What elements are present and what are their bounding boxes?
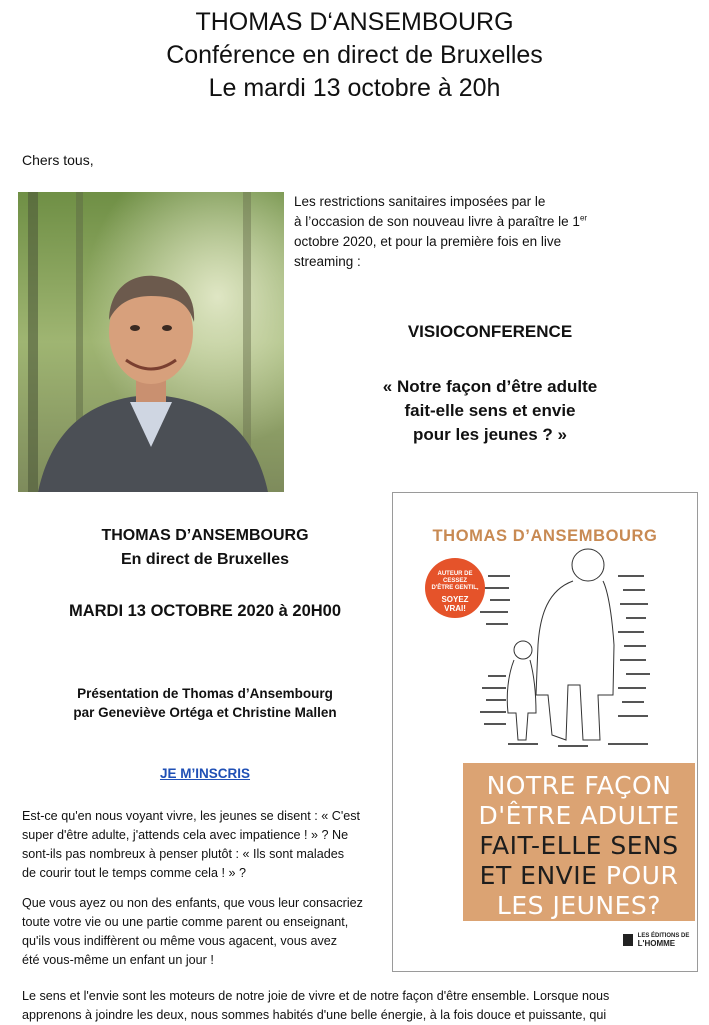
- intro-line-2: [294, 212, 684, 232]
- paragraph-2-line-4: été vous-même un enfant un jour !: [22, 953, 214, 967]
- badge-line-3: D'ÊTRE GENTIL,: [431, 585, 479, 591]
- cover-title: [463, 771, 695, 921]
- publisher-icon: [623, 934, 633, 946]
- presenters-line-2: par Geneviève Ortéga et Christine Mallen: [73, 705, 337, 720]
- cover-title-line-5: LES JEUNES?: [496, 891, 662, 920]
- conference-title-line-3: pour les jeunes ? »: [413, 425, 567, 444]
- paragraph-2: [22, 894, 394, 970]
- cover-title-line-2: D'ÊTRE ADULTE: [478, 801, 680, 830]
- intro-line-3: octobre 2020, et pour la première fois en live: [294, 234, 562, 249]
- paragraph-3: [22, 987, 697, 1025]
- paragraph-2-line-2: toute votre vie ou une partie comme parent ou enseignant,: [22, 915, 349, 929]
- paragraph-3-line-2: apprenons à joindre les deux, nous sommes habités d'une belle énergie, à la fois douce et puissante, qui: [22, 1008, 607, 1022]
- speaker-photo: [18, 192, 284, 492]
- page-header: [0, 6, 709, 105]
- paragraph-1-line-1: Est-ce qu'en nous voyant vivre, les jeunes se disent : « C'est: [22, 809, 361, 823]
- speaker-subtitle: En direct de Bruxelles: [120, 551, 290, 568]
- conference-title-line-1: « Notre façon d’être adulte: [382, 377, 598, 396]
- publisher-line-2: L'HOMME: [637, 939, 676, 948]
- author-badge: [425, 558, 485, 618]
- badge-line-2: CESSEZ: [442, 578, 467, 584]
- header-date: Le mardi 13 octobre à 20h: [208, 74, 501, 102]
- intro-text: [294, 192, 684, 272]
- intro-line-1: Les restrictions sanitaires imposées par le: [294, 194, 546, 209]
- speaker-block: [20, 524, 390, 572]
- silhouette-illustration: [468, 535, 678, 757]
- cover-title-line-1: NOTRE FAÇON: [486, 771, 672, 800]
- badge-line-5: VRAI!: [444, 604, 466, 613]
- book-cover: [392, 492, 698, 972]
- header-name: THOMAS D‘ANSEMBOURG: [195, 8, 514, 36]
- paragraph-3-line-1: Le sens et l'envie sont les moteurs de notre joie de vivre et de notre façon d'être ensemble. Lorsque nous: [22, 989, 610, 1003]
- conference-title: [300, 375, 680, 447]
- cover-title-line-4-b: POUR: [605, 861, 679, 890]
- presenters-line-1: Présentation de Thomas d’Ansembourg: [77, 686, 333, 701]
- signup-link[interactable]: JE M’INSCRIS: [159, 766, 251, 781]
- visio-title: VISIOCONFERENCE: [407, 322, 573, 341]
- presenters: [20, 684, 390, 722]
- paragraph-2-line-1: Que vous ayez ou non des enfants, que vous leur consacriez: [22, 896, 363, 910]
- cover-title-line-4: [463, 861, 695, 891]
- header-subtitle: Conférence en direct de Bruxelles: [166, 41, 543, 69]
- event-date: MARDI 13 OCTOBRE 2020 à 20H00: [68, 602, 342, 620]
- paragraph-1-line-4: de courir tout le temps comme cela ! » ?: [22, 866, 246, 880]
- cover-title-line-3: FAIT-ELLE SENS: [479, 831, 679, 860]
- intro-superscript: er: [579, 213, 588, 223]
- publisher-line-1: LES ÉDITIONS DE: [637, 933, 690, 939]
- paragraph-1: [22, 807, 394, 883]
- book-author: THOMAS D’ANSEMBOURG: [432, 527, 658, 545]
- paragraph-2-line-3: qu'ils vous indiffèrent ou même vous agacent, vous avez: [22, 934, 338, 948]
- intro-line-4: streaming :: [294, 254, 361, 269]
- speaker-name: THOMAS D’ANSEMBOURG: [101, 527, 309, 544]
- badge-line-1: AUTEUR DE: [437, 571, 473, 577]
- conference-title-line-2: fait-elle sens et envie: [404, 401, 576, 420]
- cover-title-line-4-a: ET ENVIE: [479, 861, 598, 890]
- paragraph-1-line-3: sont-ils pas nombreux à penser plutôt : « Ils sont malades: [22, 847, 345, 861]
- paragraph-1-line-2: super d'être adulte, j'attends cela avec impatience ! » ? Ne: [22, 828, 349, 842]
- publisher-logo: [623, 933, 689, 947]
- intro-line-2-text: à l’occasion de son nouveau livre à paraître le 1: [294, 214, 580, 229]
- badge-line-4: SOYEZ: [441, 595, 469, 604]
- greeting: Chers tous,: [22, 152, 94, 168]
